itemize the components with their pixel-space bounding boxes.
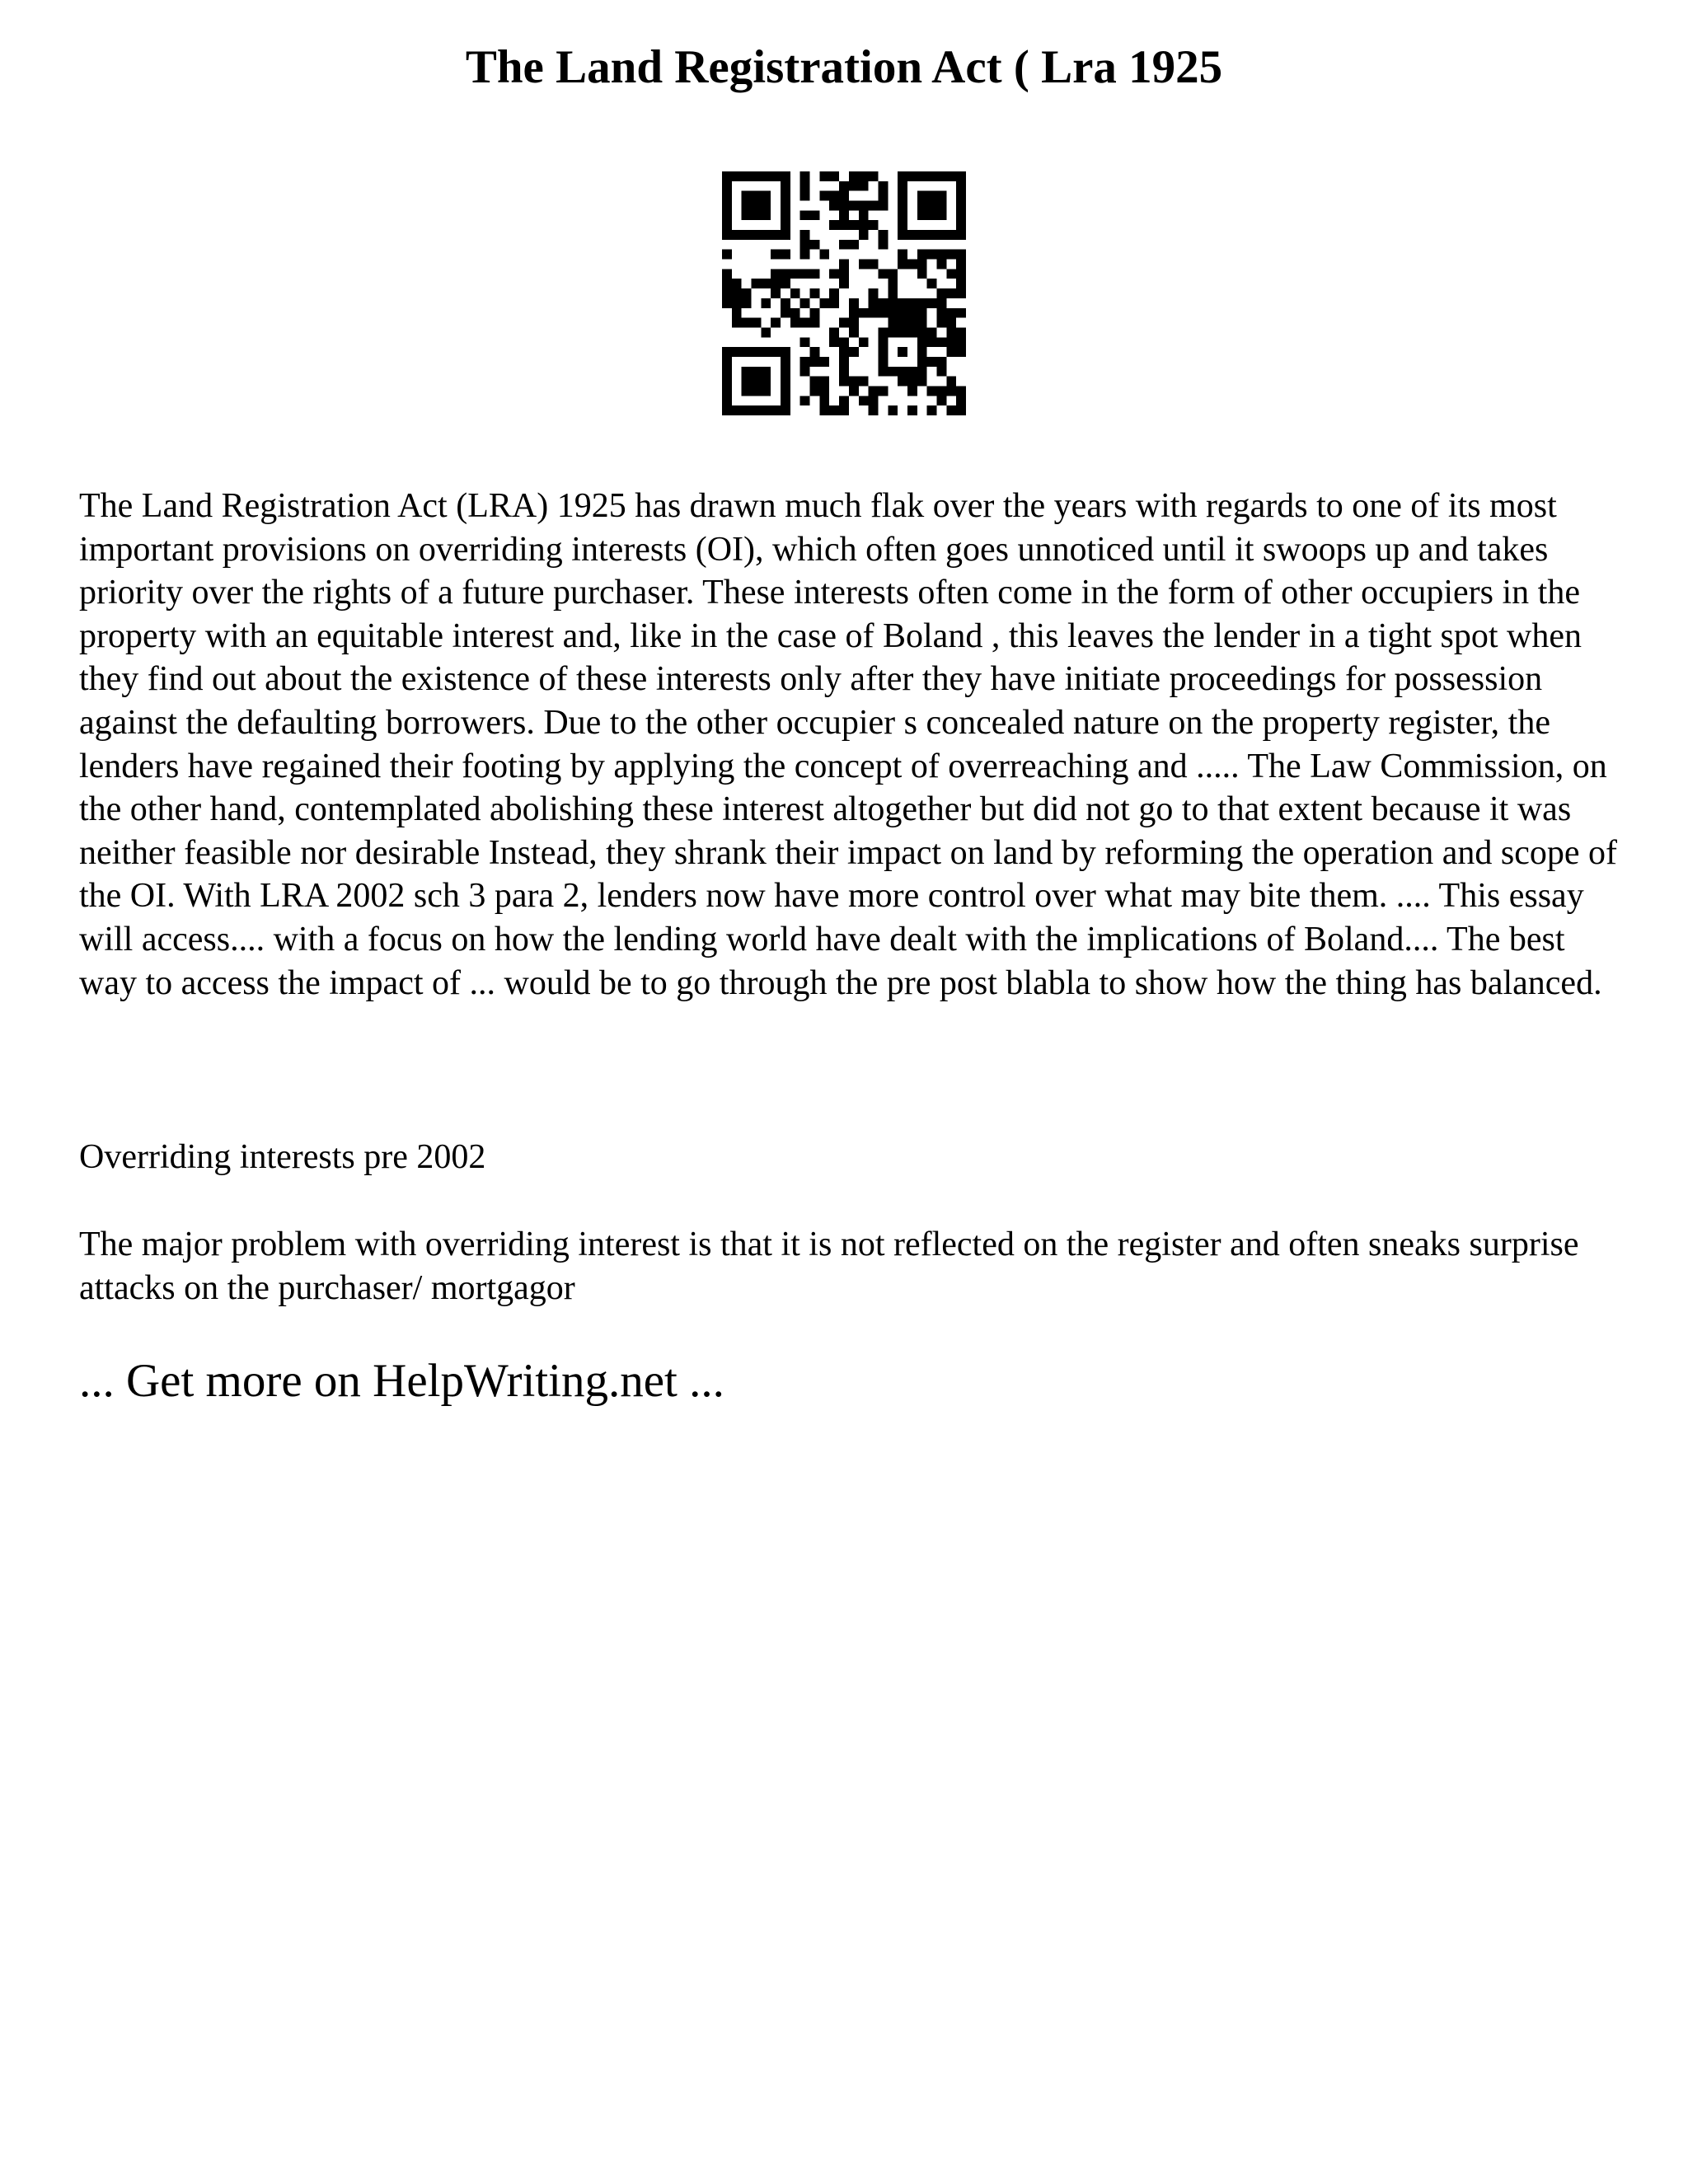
qr-code-icon	[722, 171, 966, 415]
section-paragraph: The major problem with overriding interest is that it is not reflected on the register and often sneaks surprise attacks on the purchaser/ mortgagor	[79, 1226, 1579, 1307]
section-heading: Overriding interests pre 2002	[79, 1138, 486, 1176]
document-title: The Land Registration Act ( Lra 1925	[465, 41, 1223, 93]
promo-link-text[interactable]: ... Get more on HelpWriting.net ...	[79, 1355, 724, 1407]
intro-paragraph: The Land Registration Act (LRA) 1925 has drawn much flak over the years with regards to one of its most important provisions on overriding interests (OI), which often goes unnoticed until it swoops up and takes priority over the rights of a future purchaser. These interests often come in the form of other occupiers in the property with an equitable interest and, like in the case of Boland , this leaves the lender in a tight spot when they find out about the existence of these interests only after they have initiate proceedings for possession against the defaulting borrowers. Due to the other occupier s concealed nature on the property register, the lenders have regained their footing by applying the concept of overreaching and ..... The Law Commission, on the other hand, contemplated abolishing these interest altogether but did not go to that extent because it was neither feasible nor desirable Instead, they shrank their impact on land by reforming the operation and scope of the OI. With LRA 2002 sch 3 para 2, lenders now have more control over what may bite them. .... This essay will access.... with a focus on how the lending world have dealt with the implications of Boland.... The best way to access the impact of ... would be to go through the pre post blabla to show how the thing has balanced.	[79, 487, 1618, 1002]
